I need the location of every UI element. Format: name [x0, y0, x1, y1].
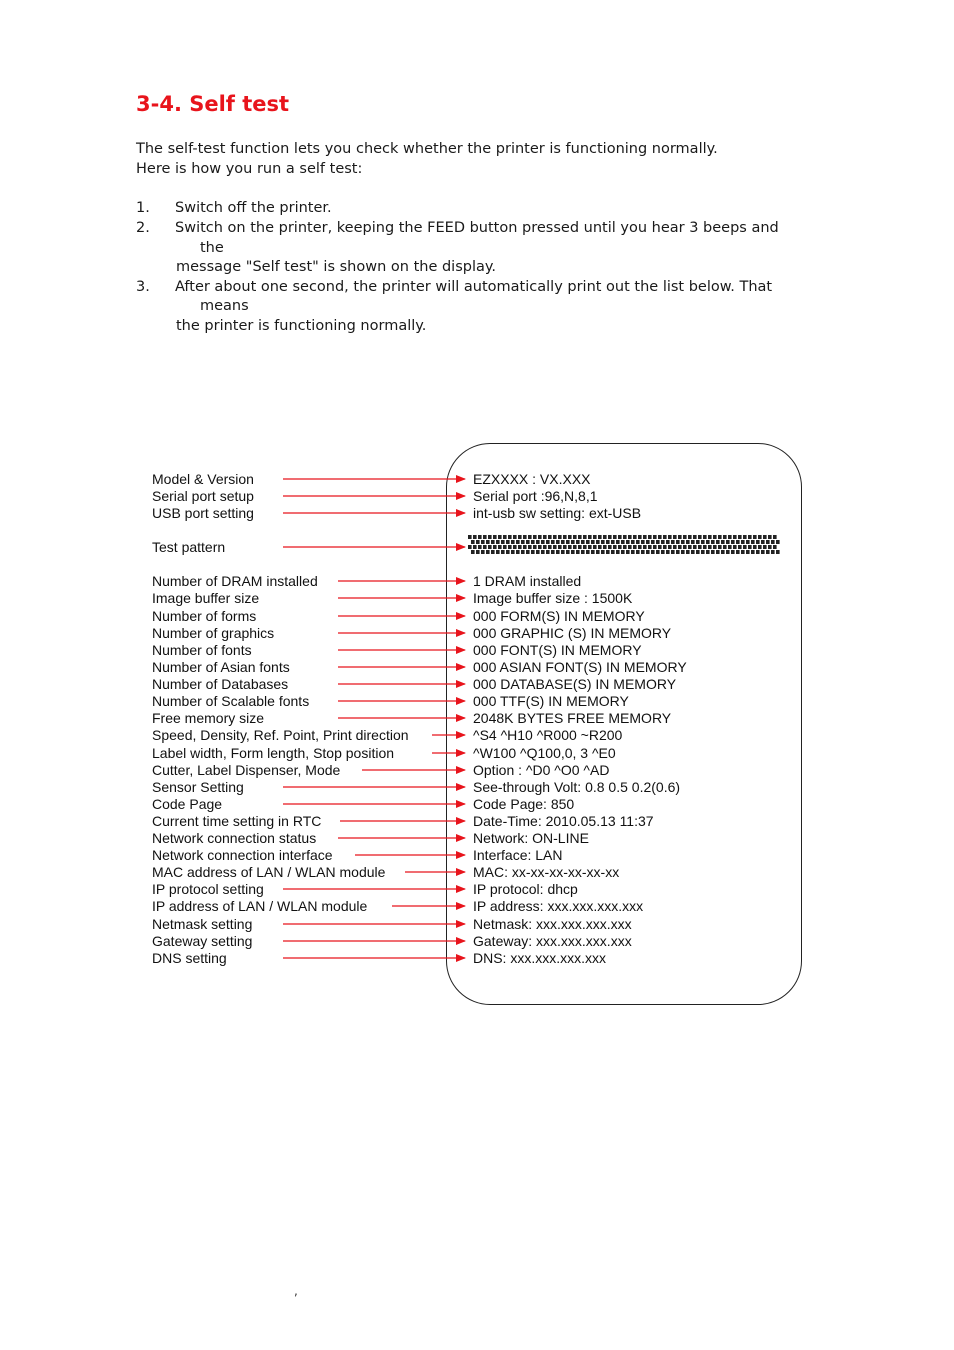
row-value: Code Page: 850 [473, 796, 575, 812]
intro-line-1: The self-test function lets you check whether the printer is functioning normally. [136, 141, 718, 157]
step-3-text: means [200, 298, 249, 314]
row-label: Free memory size [152, 710, 265, 726]
step-3-number: 3. [136, 279, 150, 295]
row-label: Number of graphics [152, 625, 275, 641]
row-label: Code Page [152, 796, 223, 812]
step-1-text: Switch off the printer. [175, 200, 332, 216]
row-value: 000 ASIAN FONT(S) IN MEMORY [473, 659, 687, 675]
row-value: MAC: xx-xx-xx-xx-xx-xx [473, 864, 620, 880]
row-label: Current time setting in RTC [152, 813, 322, 829]
row-value: Date-Time: 2010.05.13 11:37 [473, 813, 654, 829]
step-2-text: Switch on the printer, keeping the FEED button pressed until you hear 3 beeps and [175, 220, 779, 236]
row-value: EZXXXX : VX.XXX [473, 471, 591, 487]
row-value: Interface: LAN [473, 847, 563, 863]
row-label: MAC address of LAN / WLAN module [152, 864, 386, 880]
row-label: Number of fonts [152, 642, 252, 658]
row-value: ^S4 ^H10 ^R000 ~R200 [473, 727, 623, 743]
row-label: Gateway setting [152, 933, 253, 949]
intro-line-2: Here is how you run a self test: [136, 161, 363, 177]
step-2-text: the [200, 240, 224, 256]
step-3-text: the printer is functioning normally. [176, 318, 427, 334]
row-label: Number of Scalable fonts [152, 693, 310, 709]
step-2-number: 2. [136, 220, 150, 236]
row-value: Image buffer size : 1500K [473, 590, 633, 606]
row-value: IP address: xxx.xxx.xxx.xxx [473, 898, 644, 914]
row-value: Serial port :96,N,8,1 [473, 488, 598, 504]
row-value: 000 GRAPHIC (S) IN MEMORY [473, 625, 672, 641]
row-value: DNS: xxx.xxx.xxx.xxx [473, 950, 607, 966]
footer-mark: , [294, 1284, 298, 1298]
row-value: Gateway: xxx.xxx.xxx.xxx [473, 933, 632, 949]
row-label: IP protocol setting [152, 881, 264, 897]
row-value: Netmask: xxx.xxx.xxx.xxx [473, 916, 632, 932]
row-label: Sensor Setting [152, 779, 244, 795]
row-label: USB port setting [152, 505, 254, 521]
row-label: Netmask setting [152, 916, 253, 932]
row-label: Cutter, Label Dispenser, Mode [152, 762, 341, 778]
row-label: Number of DRAM installed [152, 573, 318, 589]
row-value: ^W100 ^Q100,0, 3 ^E0 [473, 745, 616, 761]
row-value: Option : ^D0 ^O0 ^AD [473, 762, 610, 778]
row-label: Network connection interface [152, 847, 333, 863]
row-label: Number of forms [152, 608, 257, 624]
row-value: 000 FONT(S) IN MEMORY [473, 642, 642, 658]
step-1-number: 1. [136, 200, 150, 216]
row-label: Test pattern [152, 539, 226, 555]
row-label: IP address of LAN / WLAN module [152, 898, 368, 914]
row-label: Model & Version [152, 471, 254, 487]
row-value: 000 FORM(S) IN MEMORY [473, 608, 645, 624]
row-label: Label width, Form length, Stop position [152, 745, 395, 761]
row-value: 000 DATABASE(S) IN MEMORY [473, 676, 677, 692]
step-2-text: message "Self test" is shown on the display. [176, 259, 497, 275]
row-value: See-through Volt: 0.8 0.5 0.2(0.6) [473, 779, 681, 795]
row-label: Speed, Density, Ref. Point, Print direction [152, 727, 409, 743]
test-pattern-graphic [468, 535, 780, 554]
row-value: 1 DRAM installed [473, 573, 582, 589]
row-value: IP protocol: dhcp [473, 881, 578, 897]
step-3-text: After about one second, the printer will automatically print out the list below. That [175, 279, 773, 295]
row-label: Image buffer size [152, 590, 260, 606]
row-value: 000 TTF(S) IN MEMORY [473, 693, 629, 709]
row-value: 2048K BYTES FREE MEMORY [473, 710, 672, 726]
row-label: Number of Databases [152, 676, 289, 692]
row-value: int-usb sw setting: ext-USB [473, 505, 642, 521]
row-label: Number of Asian fonts [152, 659, 290, 675]
row-value: Network: ON-LINE [473, 830, 589, 846]
row-label: DNS setting [152, 950, 227, 966]
row-label: Network connection status [152, 830, 317, 846]
section-heading: 3-4. Self test [136, 92, 290, 116]
row-label: Serial port setup [152, 488, 254, 504]
